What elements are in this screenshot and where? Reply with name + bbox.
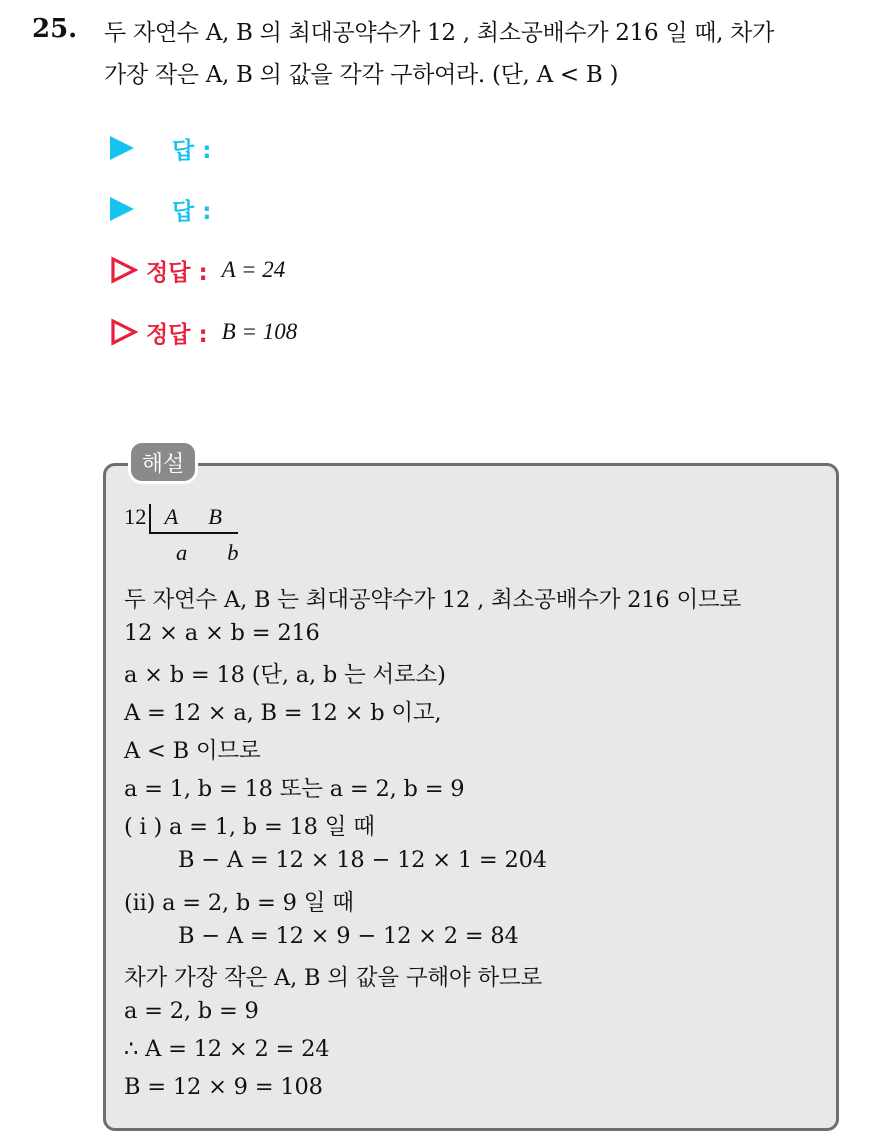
- correct-answer-value-2: B = 108: [221, 319, 298, 344]
- solution-line-1: 두 자연수 A, B 는 최대공약수가 12 , 최소공배수가 216 이므로: [124, 587, 742, 613]
- red-outline-triangle-icon: [110, 256, 138, 284]
- division-bracket: [149, 504, 239, 534]
- division-top-row: [124, 504, 238, 534]
- blue-triangle-icon: [110, 197, 134, 221]
- answer-row-1: [110, 131, 211, 165]
- solution-line-3: a × b = 18 (단, a, b 는 서로소): [124, 662, 446, 688]
- answer-label-2: 답 :: [172, 198, 212, 225]
- division-bottom-b: b: [227, 540, 239, 565]
- solution-line-7: ( i ) a = 1, b = 18 일 때: [124, 814, 375, 840]
- blue-triangle-icon: [110, 136, 134, 160]
- solution-line-10: B − A = 12 × 9 − 12 × 2 = 84: [178, 923, 519, 949]
- solution-line-11: 차가 가장 작은 A, B 의 값을 구해야 하므로: [124, 965, 542, 991]
- answer-row-2: [110, 192, 211, 226]
- division-top-b: B: [208, 504, 222, 529]
- correct-answer-row-2: [110, 315, 297, 349]
- question-number: 25.: [32, 14, 78, 44]
- division-bottom-row: [176, 540, 239, 566]
- solution-line-4: A = 12 × a, B = 12 × b 이고,: [124, 700, 442, 726]
- question-text-line-2: 가장 작은 A, B 의 값을 각각 구하여라. (단, A < B ): [104, 62, 619, 88]
- solution-line-14: B = 12 × 9 = 108: [124, 1074, 323, 1100]
- solution-line-9: (ii) a = 2, b = 9 일 때: [124, 890, 354, 916]
- solution-tab: [128, 440, 198, 484]
- solution-line-6: a = 1, b = 18 또는 a = 2, b = 9: [124, 776, 465, 802]
- solution-tab-label: 해설: [141, 451, 185, 477]
- solution-line-13: ∴ A = 12 × 2 = 24: [124, 1036, 330, 1062]
- solution-line-12: a = 2, b = 9: [124, 998, 259, 1024]
- correct-answer-value-1: A = 24: [221, 257, 286, 282]
- question-text-line-1: 두 자연수 A, B 의 최대공약수가 12 , 최소공배수가 216 일 때, 차가: [104, 20, 775, 46]
- solution-line-5: A < B 이므로: [124, 738, 261, 764]
- solution-line-2: 12 × a × b = 216: [124, 620, 320, 646]
- solution-line-8: B − A = 12 × 18 − 12 × 1 = 204: [178, 847, 547, 873]
- answer-label-1: 답 :: [172, 137, 212, 164]
- division-divisor: 12: [124, 504, 147, 529]
- division-bottom-a: a: [176, 540, 188, 565]
- correct-answer-label-2: 정답 :: [146, 321, 208, 348]
- correct-answer-row-1: [110, 253, 285, 287]
- correct-answer-label-1: 정답 :: [146, 259, 208, 286]
- red-outline-triangle-icon: [110, 318, 138, 346]
- division-top-a: A: [164, 504, 179, 529]
